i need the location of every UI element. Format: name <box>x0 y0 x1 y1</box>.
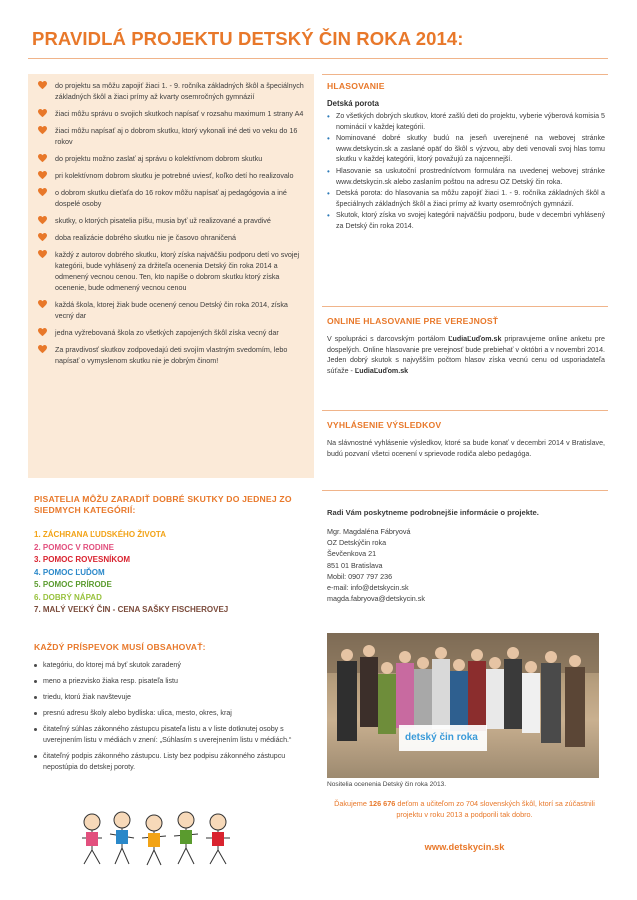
contact-line[interactable]: e-mail: info@detskycin.sk <box>327 583 409 593</box>
contact-line[interactable]: magda.fabryova@detskycin.sk <box>327 594 425 604</box>
right-divider-top <box>322 74 608 75</box>
categories-heading: PISATELIA MÔŽU ZARADIŤ DOBRÉ SKUTKY DO JEDNEJ ZO SIEDMYCH KATEGÓRIÍ: <box>34 494 292 515</box>
rules-list <box>38 80 306 366</box>
contents-heading: KAŽDÝ PRÍSPEVOK MUSÍ OBSAHOVAŤ: <box>34 642 206 652</box>
rule-text: žiaci môžu správu o svojich skutkoch napísať v rozsahu maximum 1 strany A4 <box>55 109 304 118</box>
content-text: kategóriu, do ktorej má byť skutok zaradený <box>43 661 181 669</box>
heart-icon <box>38 126 47 135</box>
results-text: Na slávnostné vyhlásenie výsledkov, ktoré sa bude konať v decembri 2014 v Bratislave, budú pozvaní všetci ocenení v sprievode rodiča alebo pedagóga. <box>327 439 605 458</box>
rule-text: Za pravdivosť skutkov zodpovedajú deti svojím vlastným svedomím, lebo napísať o vymyslenom skutku nie je dobrým činom! <box>55 345 288 365</box>
rule-item <box>38 249 306 293</box>
voting-text: Skutok, ktorý získa vo svojej kategórii najväčšiu podporu, bude v decembri vyhlásený za Detský čin roka 2014. <box>336 211 605 230</box>
heart-icon <box>38 250 47 259</box>
content-item <box>34 676 318 687</box>
rule-item <box>38 344 306 366</box>
category-item: 4. POMOC ĽUĎOM <box>34 567 105 577</box>
bullet-icon: • <box>327 134 330 144</box>
rule-text: každá škola, ktorej žiak bude ocenený cenou Detský čin roka 2014, získa vecný dar <box>55 300 288 320</box>
bullet-dot-icon <box>34 696 37 699</box>
online-heading: ONLINE HLASOVANIE PRE VEREJNOSŤ <box>327 316 499 326</box>
voting-section <box>327 81 605 233</box>
winners-photo <box>327 633 599 778</box>
bullet-icon: • <box>327 189 330 199</box>
rule-item <box>38 80 306 102</box>
rule-text: doba realizácie dobrého skutku nie je časovo ohraničená <box>55 233 237 242</box>
online-text: V spolupráci s darcovským portálom ĽudiaĽuďom.sk pripravujeme online anketu pre dospelých. Online hlasovanie pre verejnosť bude prebiehať v októbri a v novembri 2014. Jeden dobrý skutok s najvyšším počtom hlasov získa vecnú cenu od usporiadateľa súťaže - ĽudiaĽuďom.sk <box>327 335 605 375</box>
category-item: 5. POMOC PRÍRODE <box>34 580 112 589</box>
contents-list <box>34 660 318 778</box>
content-text: čitateľný podpis zákonného zástupcu. Listy bez podpisu zákonného zástupcu nepostúpia do detskej poroty. <box>43 752 286 771</box>
heart-icon <box>38 216 47 225</box>
heart-icon <box>38 154 47 163</box>
rule-item <box>38 327 306 338</box>
rule-text: pri kolektívnom dobrom skutku je potrebné uviesť, koľko detí ho realizovalo <box>55 171 294 180</box>
photo-banner: detský čin roka <box>405 732 478 743</box>
bullet-icon: • <box>327 211 330 221</box>
rule-item <box>38 108 306 119</box>
rule-text: jedna vyžrebovaná škola zo všetkých zapojených škôl získa vecný dar <box>55 328 279 337</box>
category-item: 2. POMOC V RODINE <box>34 542 115 552</box>
contact-line: 851 01 Bratislava <box>327 560 383 570</box>
bullet-dot-icon <box>34 712 37 715</box>
content-text: čitateľný súhlas zákonného zástupcu pisateľa listu a v liste dotknutej osoby s uverejnením listu v médiách v znení: „Súhlasím s uverejnením listu v médiách.“ <box>43 725 292 744</box>
contact-section <box>327 508 605 604</box>
thanks-text: Ďakujeme 126 676 deťom a učiteľom zo 704 slovenských škôl, ktorí sa zúčastnili projektu v roku 2013 a podporili tak dobro. <box>334 799 595 819</box>
heart-icon <box>38 300 47 309</box>
content-item <box>34 692 318 703</box>
content-item <box>34 724 318 746</box>
voting-text: Zo všetkých dobrých skutkov, ktoré zašlú deti do projektu, vyberie výberová komisia 5 nominácií v každej kategórii. <box>336 112 605 131</box>
bullet-icon: • <box>327 166 330 176</box>
heart-icon <box>38 81 47 90</box>
voting-item <box>327 166 605 187</box>
children-drawing <box>78 808 248 868</box>
contact-intro: Radi Vám poskytneme podrobnejšie informácie o projekte. <box>327 508 539 517</box>
right-divider-contact <box>322 490 608 491</box>
content-text: triedu, ktorú žiak navštevuje <box>43 693 131 701</box>
contact-line: OZ Detskýčin roka <box>327 538 387 548</box>
heart-icon <box>38 188 47 197</box>
content-text: presnú adresu školy alebo bydliska: ulica, mesto, okres, kraj <box>43 709 232 717</box>
contact-lines <box>327 526 605 604</box>
category-item: 6. DOBRÝ NÁPAD <box>34 592 102 602</box>
category-item: 7. MALÝ VEĽKÝ ČIN - CENA SAŠKY FISCHEROVEJ <box>34 605 229 614</box>
content-item <box>34 751 318 773</box>
contact-line: Mgr. Magdaléna Fábryová <box>327 527 411 536</box>
voting-heading: HLASOVANIE <box>327 81 385 91</box>
bullet-dot-icon <box>34 680 37 683</box>
rule-item <box>38 170 306 181</box>
bullet-icon: • <box>327 112 330 121</box>
heart-icon <box>38 171 47 180</box>
rule-text: do projektu možno zaslať aj správu o kolektívnom dobrom skutku <box>55 154 263 163</box>
right-divider-online <box>322 306 608 307</box>
voting-subheading: Detská porota <box>327 99 379 108</box>
rules-box <box>28 74 314 478</box>
bullet-dot-icon <box>34 664 37 667</box>
rule-text: žiaci môžu napísať aj o dobrom skutku, ktorý vykonali iné deti vo veku do 16 rokov <box>55 126 298 146</box>
bullet-dot-icon <box>34 755 37 758</box>
page-title: PRAVIDLÁ PROJEKTU DETSKÝ ČIN ROKA 2014: <box>32 28 464 49</box>
contact-line: Mobil: 0907 797 236 <box>327 571 393 581</box>
voting-text: Detská porota: do hlasovania sa môžu zapojiť žiaci 1. - 9. ročníka základných škôl a špeciálnych základných škôl a žiaci prímy až kvarty osemročných gymnázií. <box>336 189 605 208</box>
heart-icon <box>38 109 47 118</box>
voting-text: Nominované dobré skutky budú na jeseň uverejnené na webovej stránke www.detskycin.sk a zaslané opäť do škôl s výzvou, aby deti venovali svoj hlas tomu skutku v každej kategórii, ktorý považujú za najcennejší. <box>336 134 605 164</box>
voting-item <box>327 111 605 132</box>
content-item <box>34 660 318 671</box>
categories-list <box>34 529 319 617</box>
online-section <box>327 316 605 376</box>
content-text: meno a priezvisko žiaka resp. pisateľa listu <box>43 677 178 685</box>
heart-icon <box>38 233 47 242</box>
results-section <box>327 420 605 459</box>
voting-text: Hlasovanie sa uskutoční prostredníctvom formulára na uvedenej webovej stránke www.detskycin.sk alebo zaslaním poštou na adresu OZ Detský čin roka. <box>336 166 605 186</box>
voting-item <box>327 188 605 209</box>
photo-caption: Nositelia ocenenia Detský čin roka 2013. <box>327 781 447 788</box>
title-divider <box>28 58 608 59</box>
right-divider-results <box>322 410 608 411</box>
rule-item <box>38 125 306 147</box>
rule-text: každý z autorov dobrého skutku, ktorý získa najväčšiu podporu detí vo svojej kategórii, bude vyhlásený za držiteľa ocenenia Detský čin roka 2014 a odmenený vecnou cenou. Ten, kto napíše o dobrom skutku ktorý získa ocenenie, bude odmenený vecnou cenou <box>55 250 300 292</box>
contact-line: Ševčenkova 21 <box>327 549 377 559</box>
rule-item <box>38 232 306 243</box>
bullet-dot-icon <box>34 728 37 731</box>
rule-item <box>38 187 306 209</box>
voting-item <box>327 133 605 165</box>
rule-text: do projektu sa môžu zapojiť žiaci 1. - 9. ročníka základných škôl a špeciálnych základných škôl a žiaci prímy až kvarty osemročných gymnázií <box>55 81 304 101</box>
category-item: 1. ZÁCHRANA ĽUDSKÉHO ŽIVOTA <box>34 530 166 539</box>
content-item <box>34 708 318 719</box>
voting-list <box>327 111 605 232</box>
rule-text: o dobrom skutku dieťaťa do 16 rokov môžu napísať aj pedagógovia a iné dospelé osoby <box>55 188 287 208</box>
website-link[interactable]: www.detskycin.sk <box>424 842 505 852</box>
results-heading: VYHLÁSENIE VÝSLEDKOV <box>327 420 442 430</box>
category-item: 3. POMOC ROVESNÍKOM <box>34 555 131 564</box>
heart-icon <box>38 345 47 354</box>
rule-text: skutky, o ktorých pisatelia píšu, musia byť už realizované a pravdivé <box>55 216 271 225</box>
rule-item <box>38 153 306 164</box>
heart-icon <box>38 328 47 337</box>
rule-item <box>38 299 306 321</box>
voting-item <box>327 210 605 231</box>
rule-item <box>38 215 306 226</box>
